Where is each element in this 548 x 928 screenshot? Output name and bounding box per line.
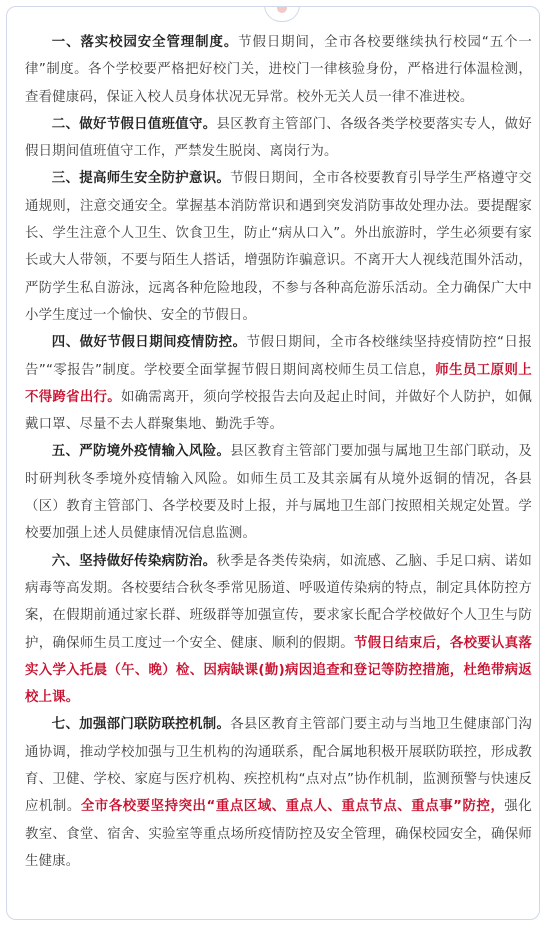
section-heading: 一、落实校园安全管理制度。 xyxy=(51,35,239,50)
section-5 xyxy=(25,438,532,547)
section-text: 强化教室、食堂、宿舍、实验室等重点场所疫情防控及安全管理，确保校园安全，确保师生健康。 xyxy=(25,799,532,869)
section-heading: 七、加强部门联防联控机制。 xyxy=(51,717,231,733)
section-text: 节假日期间，全市各校继续坚持疫情防控“日报告”“零报告”制度。学校要全面掌握节假日期间离校师生员工信息， xyxy=(25,335,532,378)
section-heading: 六、坚持做好传染病防治。 xyxy=(51,553,217,569)
highlight-text: 全市各校要坚持突出“重点区域、重点人、重点节点、重点事”防控， xyxy=(80,799,505,815)
section-6 xyxy=(25,548,532,712)
section-heading: 五、严防境外疫情输入风险。 xyxy=(51,444,231,460)
section-heading: 三、提高师生安全防护意识。 xyxy=(51,171,231,187)
section-heading: 二、做好节假日值班值守。 xyxy=(51,116,217,132)
highlight-text: 节假日结束后，各校要认真落实入学入托晨（午、晚）检、因病缺课(勤)病因追查和登记等防控措施，杜绝带病返校上课。 xyxy=(25,635,532,706)
section-text: 如确需离开，须向学校报告去向及起止时间，并做好个人防护，如佩戴口罩、尽量不去人群聚集地、勤洗手等。 xyxy=(25,389,533,433)
section-text: 节假日期间，全市各校要继续执行校园“五个一律”制度。各个学校要严格把好校门关，进校门一律核验身份，严格进行体温检测，查看健康码，保证入校人员身体状况无异常。校外无关人员一律不准进校。 xyxy=(25,35,532,105)
section-text: 节假日期间，全市各校要教育引导学生严格遵守交通规则，注意交通安全。掌握基本消防常识和遇到突发消防事故处理办法。要提醒家长、学生注意个人卫生、饮食卫生，防止“病从口入”。外出旅游时，学生必须要有家长或大人带领，不要与陌生人搭话，增强防诈骗意识。不离开大人视线范围外活动，严防学生私自游泳，远离各种危险地段，不参与各种高危游乐活动。全力确保广大中小学生度过一个愉快、安全的节假日。 xyxy=(25,171,532,323)
section-heading: 四、做好节假日期间疫情防控。 xyxy=(51,335,247,351)
section-text: 县区教育主管部门、各级各类学校要落实专人，做好假日期间值班值守工作，严禁发生脱岗、离岗行为。 xyxy=(25,116,532,160)
section-2 xyxy=(25,111,532,166)
section-text: 秋季是各类传染病，如流感、乙脑、手足口病、诺如病毒等高发期。各校要结合秋冬季常见肠道、呼吸道传染病的特点，制定具体防控方案，在假期前通过家长群、班级群等加强宣传，要求家长配合学校做好个人卫生与防护，确保师生员工度过一个安全、健康、顺利的假期。 xyxy=(25,553,532,651)
highlight-text: 师生员工原则上不得跨省出行。 xyxy=(25,362,532,405)
section-7 xyxy=(25,711,532,875)
section-4 xyxy=(25,329,532,438)
top-tab-ornament xyxy=(264,6,300,22)
article-body xyxy=(25,29,532,875)
section-text: 各县区教育主管部门要主动与当地卫生健康部门沟通协调，推动学校加强与卫生机构的沟通联系，配合属地积极开展联防联控，形成教育、卫健、学校、家庭与医疗机构、疾控机构“点对点”协作机制，监测预警与快速反应机制。 xyxy=(25,717,532,815)
section-1 xyxy=(25,29,532,111)
section-3 xyxy=(25,165,532,329)
section-text: 县区教育主管部门要加强与属地卫生部门联动，及时研判秋冬季境外疫情输入风险。如师生员工及其亲属有从境外返铜的情况，各县（区）教育主管部门、各学校要及时上报，并与属地卫生部门按照相关规定处置。学校要加强上述人员健康情况信息监测。 xyxy=(25,444,532,542)
article-card xyxy=(6,6,540,920)
